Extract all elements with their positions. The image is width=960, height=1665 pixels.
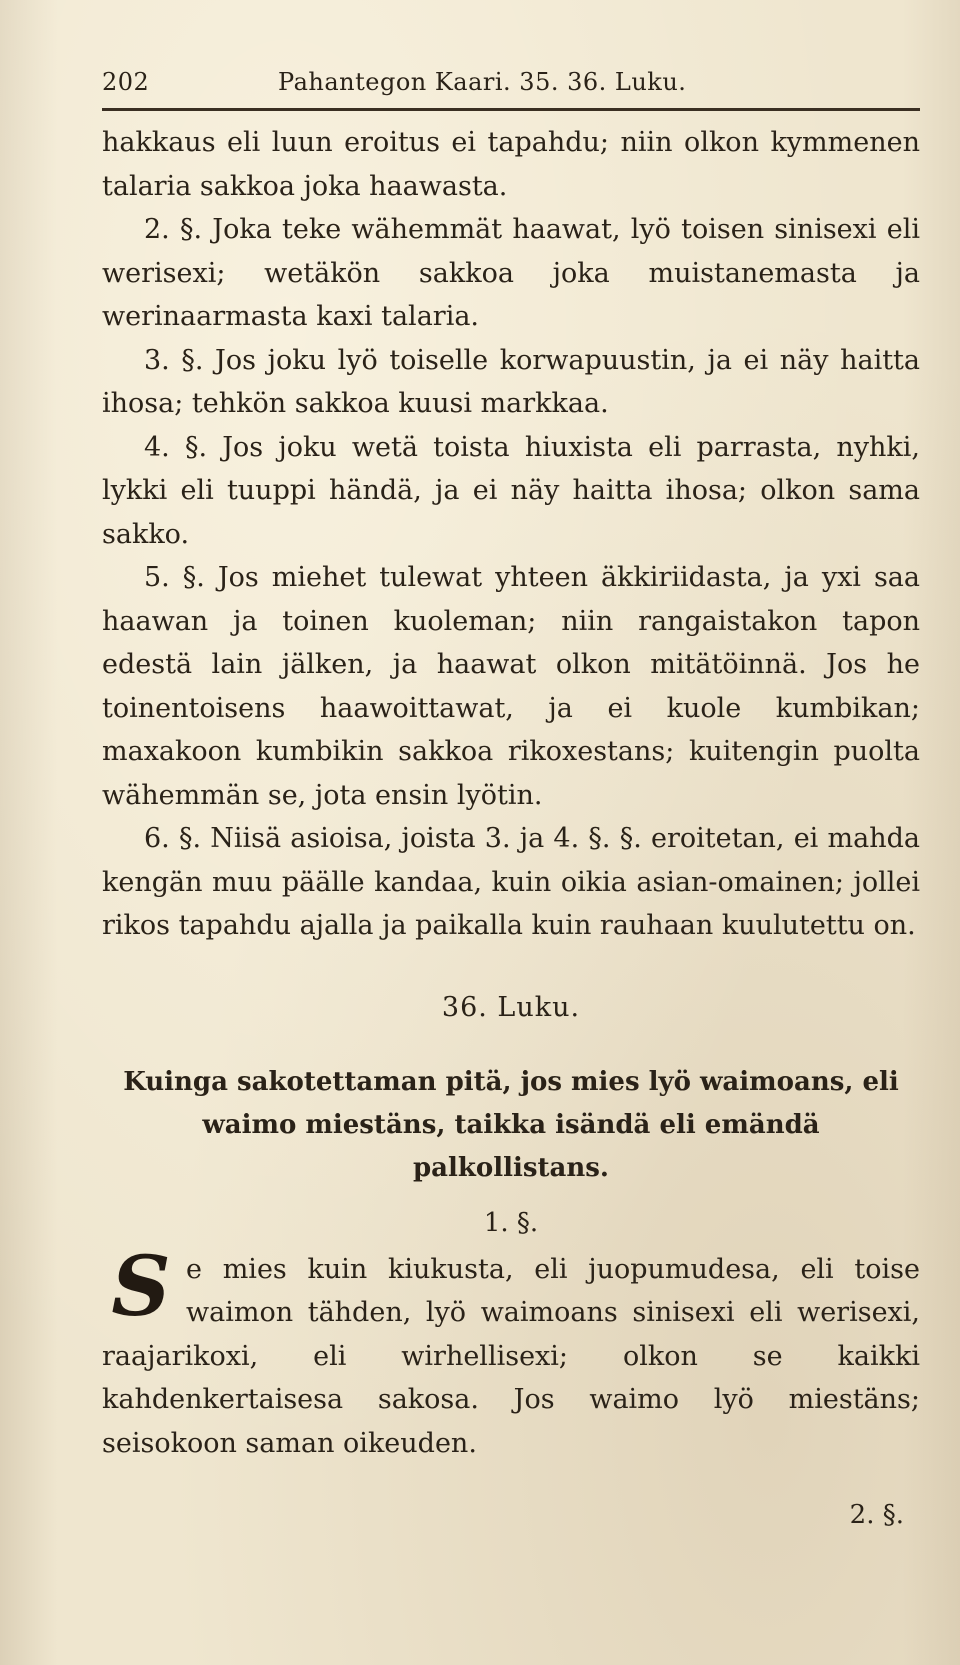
section-2-paragraph: 2. §. Joka teke wähemmät haawat, lyö toisen sinisexi eli werisexi; wetäkön sakkoa joka muistanemasta ja werinaarmasta kaxi talaria.	[102, 214, 920, 332]
drop-cap: S	[111, 1238, 171, 1335]
chapter-36-first-paragraph: e mies kuin kiukusta, eli juopumudesa, eli toise waimon tähden, lyö waimoans sinisexi eli werisexi, raajarikoxi, eli wirhellisexi; olkon se kaikki kahdenkertaisesa sakosa. Jos waimo lyö miestäns; seisokoon saman oikeuden.	[102, 1253, 920, 1459]
section-4-paragraph: 4. §. Jos joku wetä toista hiuxista eli parrasta, nyhki, lykki eli tuuppi händä, ja ei näy haitta ihosa; olkon sama sakko.	[102, 431, 920, 550]
running-title: Pahantegon Kaari. 35. 36. Luku.	[278, 68, 687, 96]
section-6-paragraph: 6. §. Niisä asioisa, joista 3. ja 4. §. §. eroitetan, ei mahda kengän muu päälle kandaa, kuin oikia asian-omainen; jollei rikos tapahdu ajalla ja paikalla kuin rauhaan kuulutettu on.	[102, 823, 920, 941]
chapter-36-summary: Kuinga sakotettaman pitä, jos mies lyö waimoans, eli waimo miestäns, taikka isändä eli emändä palkollistans.	[123, 1066, 899, 1183]
header-rule	[102, 108, 920, 111]
continuation-paragraph: hakkaus eli luun eroitus ei tapahdu; niin olkon kymmenen talaria sakkoa joka haawasta.	[102, 127, 920, 202]
chapter-36-title: 36. Luku.	[441, 991, 581, 1023]
section-5-paragraph: 5. §. Jos miehet tulewat yhteen äkkiriidasta, ja yxi saa haawan ja toinen kuoleman; niin rangaistakon tapon edestä lain jälken, ja haawat olkon mitätöinnä. Jos he toinentoisens haawoittawat, ja ei kuole kumbikan; maxakoon kumbikin sakkoa rikoxestans; kuitengin puolta wähemmän se, jota ensin lyötin.	[102, 562, 920, 811]
page-header	[102, 68, 920, 104]
catchword: 2. §.	[849, 1500, 904, 1530]
section-3-paragraph: 3. §. Jos joku lyö toiselle korwapuustin, ja ei näy haitta ihosa; tehkön sakkoa kuusi markkaa.	[102, 344, 920, 419]
chapter-35-text	[102, 121, 920, 948]
page-number: 202	[102, 68, 150, 96]
chapter-36-first-paragraph-block	[102, 1238, 920, 1466]
chapter-36-section-1-mark: 1. §.	[483, 1207, 539, 1238]
